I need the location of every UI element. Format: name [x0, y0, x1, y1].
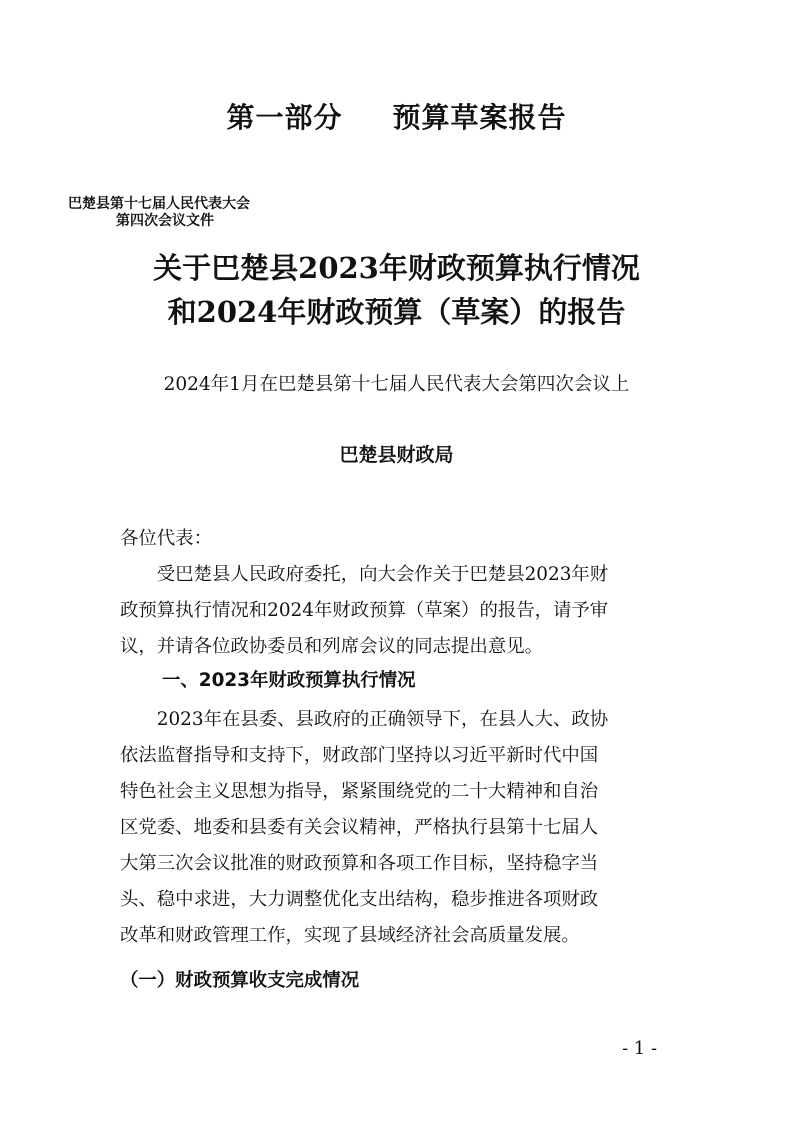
issuer: 巴楚县财政局: [339, 444, 454, 466]
paragraph-line: 头、稳中求进，大力调整优化支出结构，稳步推进各项财政: [120, 889, 599, 910]
paragraph-intro: [120, 557, 676, 665]
paragraph-line: 受巴楚县人民政府委托，向大会作关于巴楚县2023年财: [120, 564, 609, 585]
report-title: [0, 246, 793, 334]
report-title-line1: 关于巴楚县2023年财政预算执行情况: [153, 251, 640, 285]
paragraph-line: 依法监督指导和支持下，财政部门坚持以习近平新时代中国: [120, 745, 599, 766]
paragraph-line: 区党委、地委和县委有关会议精神，严格执行县第十七届人: [120, 817, 599, 838]
paragraph-line: 改革和财政管理工作，实现了县域经济社会高质量发展。: [120, 925, 580, 946]
greeting-text: 各位代表：: [120, 528, 212, 549]
document-mark-line1: 巴楚县第十七届人民代表大会: [68, 196, 250, 212]
paragraph-line: 大第三次会议批准的财政预算和各项工作目标，坚持稳字当: [120, 853, 599, 874]
document-mark: [68, 196, 250, 230]
subsection-heading: （一）财政预算收支完成情况: [120, 970, 360, 991]
paragraph-line: 2023年在县委、县政府的正确领导下，在县人大、政协: [120, 709, 609, 730]
part-title-name: 预算草案报告: [392, 101, 567, 134]
paragraph-line: 议，并请各位政协委员和列席会议的同志提出意见。: [120, 636, 543, 657]
paragraph-execution: [120, 702, 676, 954]
page-number: - 1 -: [622, 1038, 658, 1059]
report-title-line2: 和2024年财政预算（草案）的报告: [167, 295, 626, 329]
document-mark-line2: 第四次会议文件: [116, 213, 214, 229]
meeting-line: 2024年1月在巴楚县第十七届人民代表大会第四次会议上: [163, 374, 630, 395]
part-title-number: 第一部分: [226, 101, 343, 134]
greeting: [120, 521, 676, 557]
paragraph-line: 特色社会主义思想为指导，紧紧围绕党的二十大精神和自治: [120, 781, 599, 802]
part-title: [0, 96, 793, 136]
section-heading: 一、2023年财政预算执行情况: [162, 670, 416, 691]
paragraph-line: 政预算执行情况和2024年财政预算（草案）的报告，请予审: [120, 600, 609, 621]
